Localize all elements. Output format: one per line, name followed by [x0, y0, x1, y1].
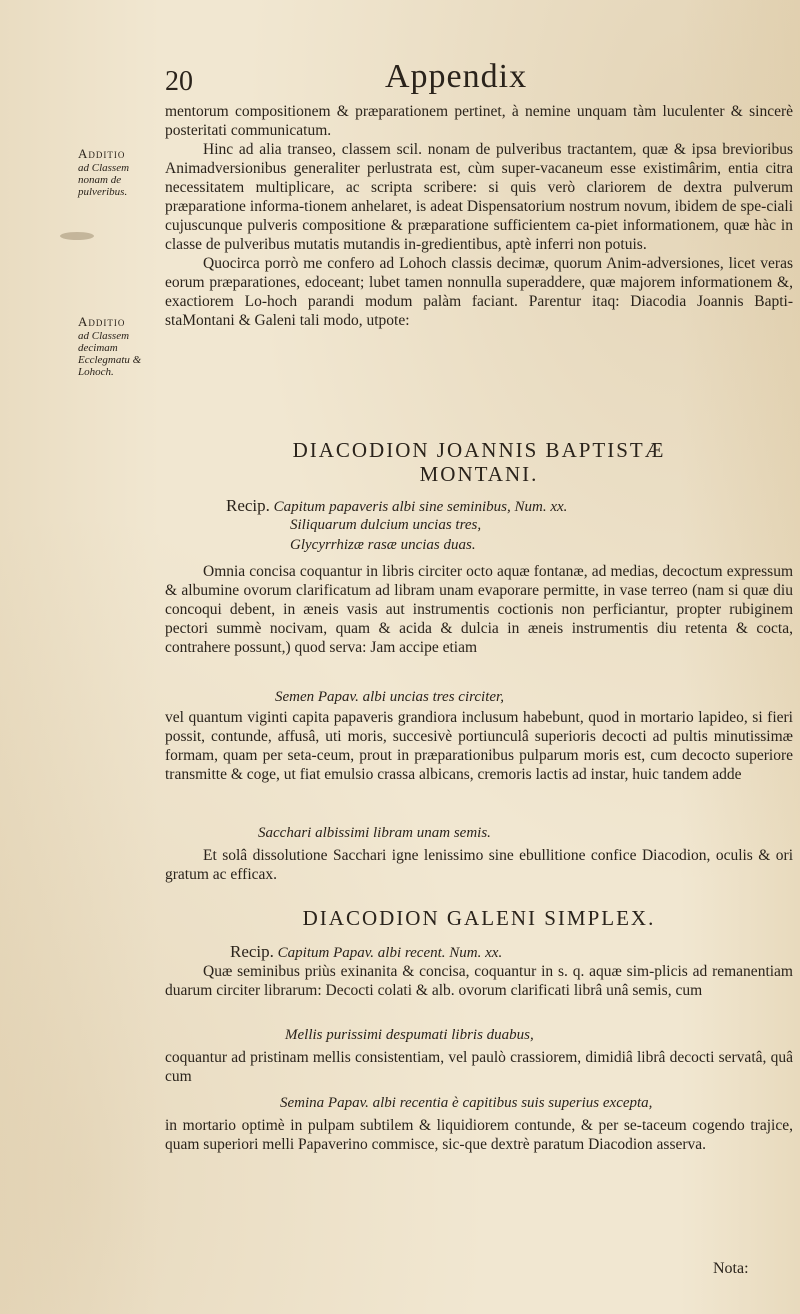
page-number: 20	[165, 66, 193, 97]
ingredient: Capitum papaveris albi sine seminibus, Num. xx.	[273, 499, 568, 515]
montani-text-2: vel quantum viginti capita papaveris grandiora inclusum habebunt, quod in mortario lapideo, si fieri possit, contunde, affusâ, uti moris, succesivè portiunculâ superioris decocti ad pultis minutissimæ formam, quam per seta-ceum, prout in præparationibus pulparum moris est, cum decocto superiore transmitte & coge, ut fiat emulsio crassa albicans, cremoris lactis ad instar, huic tandem adde	[165, 709, 793, 783]
section-title-galeni: DIACODION GALENI SIMPLEX.	[302, 906, 656, 930]
margin-note-2	[78, 316, 156, 378]
ingredient: Mellis purissimi despumati libris duabus,	[285, 1027, 534, 1043]
section-title-line-2: MONTANI.	[419, 462, 539, 486]
montani-text-3: Et solâ dissolutione Sacchari igne lenissimo sine ebullitione confice Diacodion, oculis & ori gratum ac efficax.	[165, 847, 793, 883]
recip-label: Recip.	[226, 496, 270, 515]
running-title: Appendix	[385, 58, 528, 95]
galeni-text-2: coquantur ad pristinam mellis consistentiam, vel paulò crassiorem, dimidiâ librâ decocti servatâ, quâ cum	[165, 1049, 793, 1085]
intro-text	[165, 102, 793, 330]
ingredient: Semen Papav. albi uncias tres circiter,	[275, 689, 504, 705]
page-header	[165, 58, 785, 98]
ingredient: Semina Papav. albi recentia è capitibus suis superius excepta,	[280, 1095, 653, 1111]
ingredient: Glycyrrhizæ rasæ uncias duas.	[290, 537, 476, 553]
montani-text-1: Omnia concisa coquantur in libris circiter octo aquæ fontanæ, ad medias, decoctum expressum & albumine ovorum clarificatum ad libram unam evaporare permitte, in vase terreo (nam si quæ diu concoqui debent, in æneis vasis aut instrumentis coctionis non perficiantur, propter rubiginem pectori summè nocivam, quam & acida & dulcia in æneis instrumentis diu retenta & cocta, contrahere possunt,) quod serva: Jam accipe etiam	[165, 563, 793, 656]
ingredient: Capitum Papav. albi recent. Num. xx.	[277, 945, 503, 961]
margin-note-lead: Additio	[78, 146, 126, 161]
margin-note-1	[78, 148, 156, 198]
galeni-text-1: Quæ seminibus priùs exinanita & concisa, coquantur in s. q. aquæ sim-plicis ad remanentiam duarum circiter librarum: Decocti colati & alb. ovorum clarificati librâ unâ semis, cum	[165, 963, 793, 999]
recip-label: Recip.	[230, 942, 274, 961]
section-title-montani	[165, 438, 793, 486]
recipe-line-1	[226, 496, 567, 517]
ink-blot	[60, 232, 94, 240]
ingredient: Siliquarum dulcium uncias tres,	[290, 517, 482, 533]
section-title-line-1: DIACODION JOANNIS BAPTISTÆ	[292, 438, 666, 462]
intro-paragraph-3: Quocirca porrò me confero ad Lohoch classis decimæ, quorum Anim-adversiones, licet veras eorum præparationes, edoceant; lubet tamen nonnulla superaddere, quæ majorem informationem &, exactiorem Lo-hoch parandi modum palàm faciant. Parentur itaq: Diacodia Joannis Bapti-staMontani & Galeni tali modo, utpote:	[165, 255, 793, 329]
intro-paragraph-1: mentorum compositionem & præparationem pertinet, à nemine unquam tàm luculenter & sincerè posteritati communicatum.	[165, 103, 793, 139]
ingredient: Sacchari albissimi libram unam semis.	[258, 825, 491, 841]
intro-paragraph-2: Hinc ad alia transeo, classem scil. nonam de pulveribus tractantem, quæ & ipsa brevioribus Animadversionibus generaliter perlustrata est, cùm super-vacaneum esse existimârim, entia citra necessitatem multiplicare, ac scripta scribere: si quis verò clariorem de dextra pulverum præparatione informa-tionem anhelaret, is adeat Dispensatorium nostrum novum, ibidem de spe-ciali cujuscunque pulveris compositione & præparatione sufficientem ca-piet informationem, quæ hàc in classe de pulveribus mutatis mutandis in-gredientibus, aptè inferri non potuis.	[165, 141, 793, 253]
margin-note-text: ad Classem nonam de pulveribus.	[78, 162, 130, 198]
galeni-text-3: in mortario optimè in pulpam subtilem & liquidiorem contunde, & per se-taceum cogendo trajice, quam superiori melli Papaverino commisce, sic-que dextrè paratum Diacodion asserva.	[165, 1117, 793, 1153]
margin-note-lead: Additio	[78, 314, 126, 329]
catchword: Nota:	[713, 1260, 749, 1277]
margin-note-text: ad Classem decimam Ecclegmatu & Lohoch.	[78, 330, 142, 378]
recipe-line-2	[230, 942, 502, 963]
